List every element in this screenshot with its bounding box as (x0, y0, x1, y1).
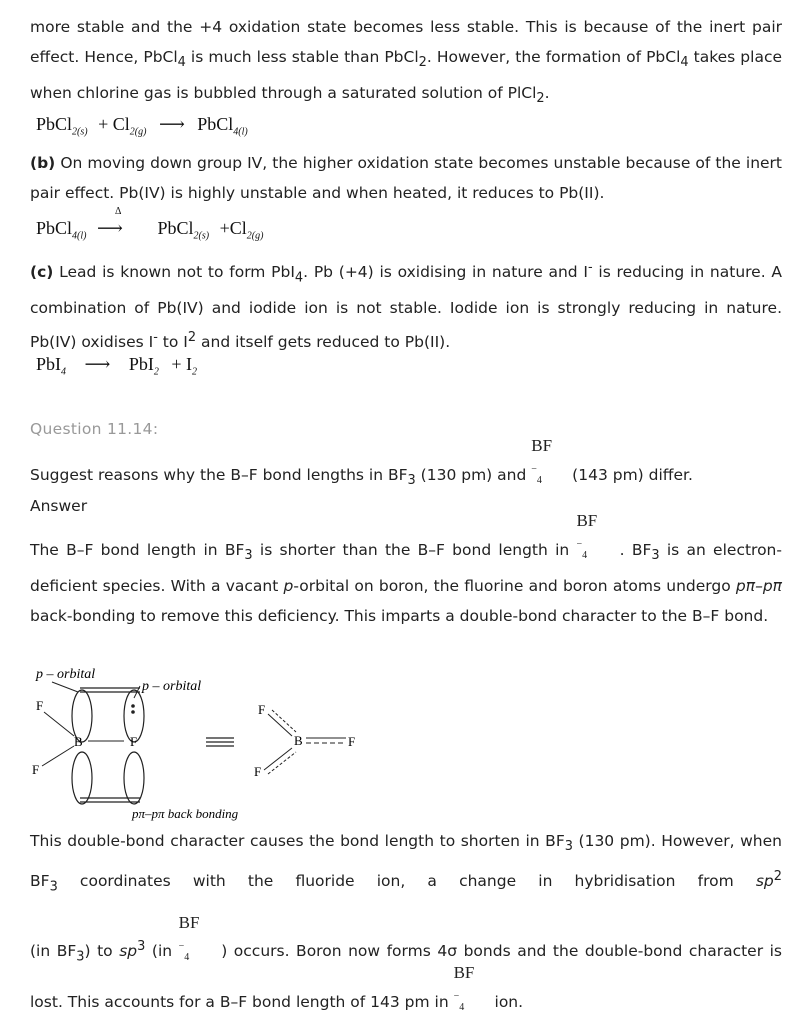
boron-p-orbital-lower (72, 752, 92, 804)
svg-text:B: B (294, 733, 303, 748)
answer-paragraph-1: The B–F bond length in $BF_3$ is shorter than the B–F bond length in BF −$_4$ . $BF_3$ is an electron-deficient species. With a vacant p-orbital on boron, the fluorine and boron atoms undergo pπ–pπ back-bonding to remove this deficiency. This imparts a double-bond character to the B–F bond. (30, 511, 782, 626)
paragraph-inert-pair: more stable and the +4 oxidation state becomes less stable. This is because of the inert pair effect. Hence, PbCl$_4$ is much less stable than PbCl$_2$. However, the formation of PbCl$_4$ takes place when chlorine gas is bubbled through a saturated solution of PlCl$_2$. (30, 18, 783, 107)
paragraph-c: (c) Lead is known not to form PbI$_4$. Pb (+4) is oxidising in nature and I- is reducing in nature. A combination of Pb(IV) and iodide ion is not stable. Iodide ion is strongly reducing in nature. Pb(IV) oxidises I- to $I^2$ and itself gets reduced to Pb(II). (30, 260, 783, 352)
answer-paragraph-2: This double-bond character causes the bond length to shorten in $BF_3$ (130 pm). However, when $BF_3$ coordinates with the fluoride ion, a change in hybridisation from $sp^2$ (in $BF_3$) to $sp^3$ (in BF −$_4$ ) occurs. Boron now forms 4σ bonds and the double-bond character is lost. This accounts for a B–F bond length of 143 pm in BF −$_4$ ion. (30, 832, 783, 1013)
question-heading: Question 11.14: (30, 420, 159, 438)
bf4-formula: BF −$_4$ (453, 962, 475, 1013)
reaction-arrow: ⟶ (158, 114, 185, 134)
bf4-formula: BF −$_4$ (531, 436, 553, 487)
svg-text:F: F (32, 762, 40, 777)
svg-text:F: F (36, 698, 44, 713)
answer-label: Answer (30, 497, 88, 515)
bf4-formula: BF −$_4$ (576, 511, 598, 562)
p-orbital-label-2: p – orbital (142, 679, 202, 694)
svg-text:F: F (254, 764, 262, 779)
fluorine-p-orbital-lower (124, 752, 144, 804)
svg-text:F: F (348, 734, 356, 749)
diagram-caption: pπ–pπ back bonding (132, 806, 239, 821)
equation-pbi4: PbI$_4$ ⟶ $PbI_2 + I_2$ (36, 354, 197, 378)
p-orbital-label-1: p – orbital (36, 667, 96, 682)
equation-pbcl2-cl2: PbCl$_{2(s)}$ + $Cl_{2(g)}$ ⟶ PbCl$_{4(l)}$ (36, 114, 248, 138)
equation-pbcl4-decomposition: PbCl$_{4(l)}$ Δ ⟶ PbCl$_{2(s)}$ $+Cl_{2(g)}$ (36, 206, 264, 242)
paragraph-b: (b) On moving down group IV, the higher oxidation state becomes unstable because of the inert pair effect. Pb(IV) is highly unstable and when heated, it reduces to Pb(II). (30, 154, 782, 202)
back-bonding-diagram (30, 660, 370, 824)
bf4-formula: BF −$_4$ (178, 912, 200, 963)
svg-text:F: F (130, 734, 138, 749)
svg-text:F: F (258, 702, 266, 717)
svg-text:B: B (74, 734, 83, 749)
question-text: Suggest reasons why the B–F bond lengths in $BF_3$ (130 pm) and BF −$_4$ (143 pm) differ. (30, 436, 693, 489)
